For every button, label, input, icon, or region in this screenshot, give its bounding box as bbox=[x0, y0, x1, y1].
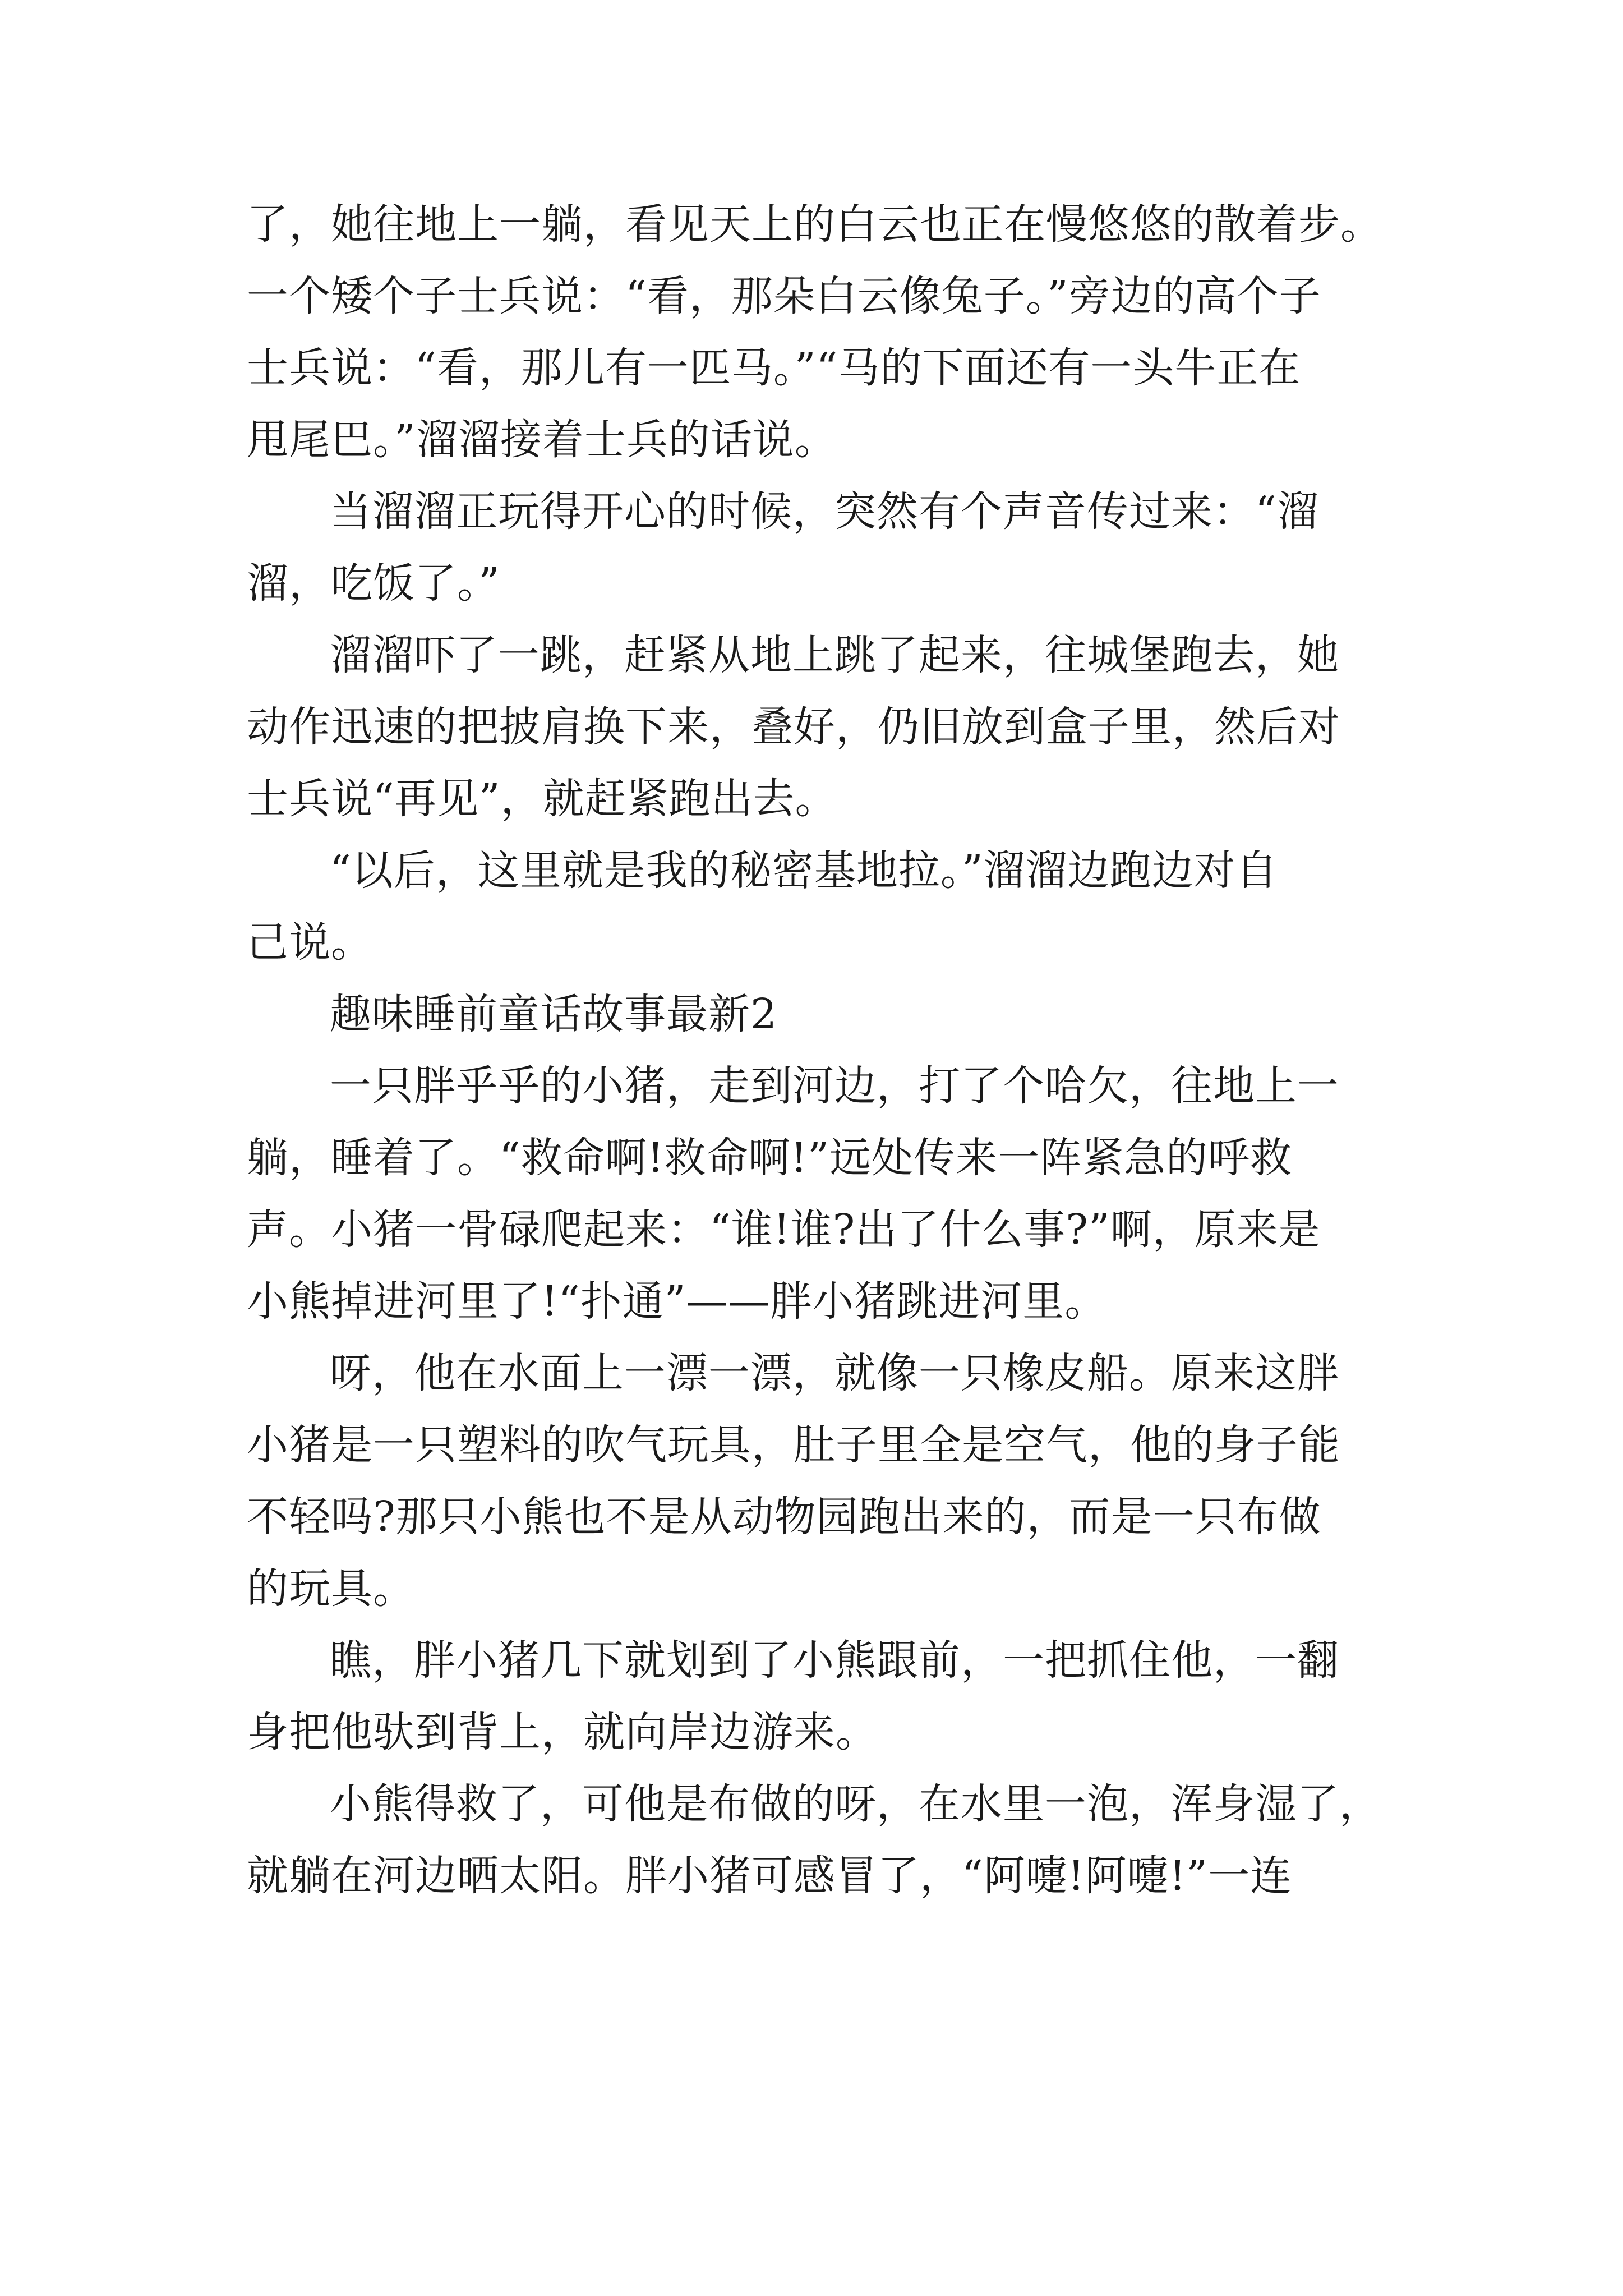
text-line: 就躺在河边晒太阳。胖小猪可感冒了，“阿嚏!阿嚏!”一连 bbox=[247, 1852, 1293, 1900]
text-line: 小熊掉进河里了!“扑通”——胖小猪跳进河里。 bbox=[247, 1277, 1107, 1326]
text-line: 士兵说：“看，那儿有一匹马。”“马的下面还有一头牛正在 bbox=[247, 344, 1301, 392]
text-line: 的玩具。 bbox=[247, 1565, 415, 1613]
text-line: 躺，睡着了。“救命啊!救命啊!”远处传来一阵紧急的呼救 bbox=[247, 1134, 1293, 1182]
text-line: 呀，他在水面上一漂一漂，就像一只橡皮船。原来这胖 bbox=[330, 1349, 1339, 1397]
text-line: 己说。 bbox=[247, 918, 373, 967]
text-line: 小猪是一只塑料的吹气玩具，肚子里全是空气，他的身子能 bbox=[247, 1421, 1340, 1469]
text-line: 动作迅速的把披肩换下来，叠好，仍旧放到盒子里，然后对 bbox=[247, 703, 1340, 751]
text-line: 小熊得救了，可他是布做的呀，在水里一泡，浑身湿了， bbox=[330, 1780, 1381, 1828]
text-line: 一只胖乎乎的小猪，走到河边，打了个哈欠，往地上一 bbox=[330, 1062, 1339, 1110]
text-line: 身把他驮到背上，就向岸边游来。 bbox=[247, 1708, 878, 1756]
text-line: 当溜溜正玩得开心的时候，突然有个声音传过来：“溜 bbox=[330, 487, 1319, 536]
text-line: 了，她往地上一躺，看见天上的白云也正在慢悠悠的散着步。 bbox=[247, 200, 1382, 249]
text-line: 瞧，胖小猪几下就划到了小熊跟前，一把抓住他，一翻 bbox=[330, 1636, 1339, 1685]
text-line: 士兵说“再见”，就赶紧跑出去。 bbox=[247, 775, 837, 823]
text-line: 一个矮个子士兵说：“看，那朵白云像兔子。”旁边的高个子 bbox=[247, 272, 1321, 320]
text-line: “以后，这里就是我的秘密基地拉。”溜溜边跑边对自 bbox=[330, 846, 1278, 895]
text-line: 不轻吗?那只小熊也不是从动物园跑出来的，而是一只布做 bbox=[247, 1493, 1321, 1541]
text-line: 溜溜吓了一跳，赶紧从地上跳了起来，往城堡跑去，她 bbox=[330, 631, 1339, 679]
text-line: 声。小猪一骨碌爬起来：“谁!谁?出了什么事?”啊，原来是 bbox=[247, 1205, 1321, 1254]
document-body bbox=[247, 188, 1380, 1912]
text-line: 溜，吃饭了。” bbox=[247, 559, 500, 608]
section-heading: 趣味睡前童话故事最新2 bbox=[330, 990, 778, 1038]
text-line: 甩尾巴。”溜溜接着士兵的话说。 bbox=[247, 416, 837, 464]
